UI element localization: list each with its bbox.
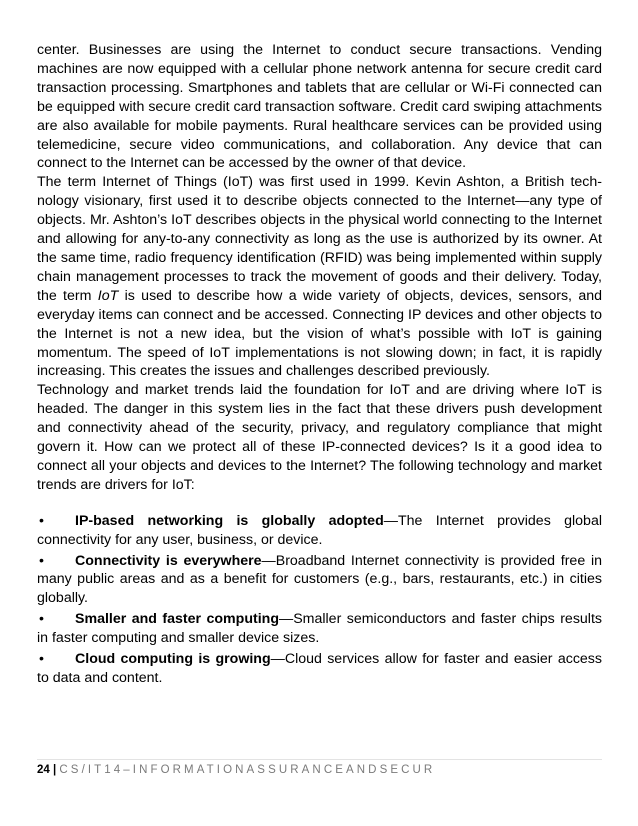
list-item-text: —Smaller semiconductors and faster chips results in faster computing and smaller device sizes. bbox=[37, 611, 602, 647]
document-page bbox=[37, 41, 602, 690]
list-item bbox=[37, 650, 602, 688]
page-number: 24 | bbox=[37, 764, 60, 776]
paragraph-iot-history-part-2: is used to describe how a wide variety of objects, devices, sensors, and everyday items can connect and be accessed. Connecting IP devices and other objects to the Internet is not a new idea, but the vision of what’s possible with IoT is gaining momentum. The speed of IoT implementations is not slowing down; in fact, it is rapidly increasing. This creates the issues and challenges described previously. bbox=[37, 287, 602, 380]
page-footer bbox=[37, 759, 602, 778]
drivers-list bbox=[37, 512, 602, 688]
list-item-text: —Broadband Internet connectivity is provided free in many public areas and as a benefit for customers (e.g., bars, restaurants, etc.) in cities globally. bbox=[37, 552, 602, 607]
bullet-icon: • bbox=[39, 552, 44, 569]
bullet-icon: • bbox=[39, 651, 44, 668]
paragraph-trends: Technology and market trends laid the foundation for IoT and are driving where IoT is headed. The danger in this system lies in the fact that these drivers push development and connectivity ahead of the security, privacy, and regulatory compliance that might govern it. How can we protect all of these IP-connected devices? Is it a good idea to connect all your objects and devices to the Internet? The following technology and market trends are drivers for IoT: bbox=[37, 382, 602, 493]
list-item bbox=[37, 610, 602, 648]
iot-term-italic: IoT bbox=[97, 287, 119, 304]
bullet-icon: • bbox=[39, 611, 44, 628]
paragraph-iot-history bbox=[37, 173, 602, 381]
list-item-text: —The Internet provides global connectivity for any user, business, or device. bbox=[37, 512, 602, 548]
list-item-heading: IP-based networking is globally adopted bbox=[75, 512, 384, 529]
paragraph-iot-history-part-1: The term Internet of Things (IoT) was first used in 1999. Kevin Ashton, a British tech-nology visionary, first used it to describe objects connected to the Internet—any type of objects. Mr. Ashton’s IoT describes objects in the physical world connecting to the Internet and allowing for any-to-any connectivity as long as the use is authorized by its owner. At the same time, radio frequency identification (RFID) was being implemented within supply chain management processes to track the movement of goods and their delivery. Today, the term bbox=[37, 174, 602, 304]
list-item-heading: Smaller and faster computing bbox=[75, 611, 280, 628]
bullet-icon: • bbox=[39, 512, 44, 529]
list-item-heading: Cloud computing is growing bbox=[75, 651, 271, 668]
list-item-heading: Connectivity is everywhere bbox=[75, 552, 262, 569]
paragraph-transactions: center. Businesses are using the Internet to conduct secure transactions. Vending machines are now equipped with a cellular phone network antenna for secure credit card transaction processing. Smartphones and tablets that are cellular or Wi-Fi connected can be equipped with secure credit card transaction software. Credit card swiping attachments are also available for mobile payments. Rural healthcare services can be provided using telemedicine, secure video communications, and collaboration. Any device that can connect to the Internet can be accessed by the owner of that device. bbox=[37, 42, 602, 172]
course-title: CS/IT14–INFORMATIONASSURANCEANDSECUR bbox=[59, 764, 436, 776]
list-item bbox=[37, 512, 602, 550]
list-item bbox=[37, 552, 602, 609]
list-item-text: —Cloud services allow for faster and easier access to data and content. bbox=[37, 651, 602, 686]
